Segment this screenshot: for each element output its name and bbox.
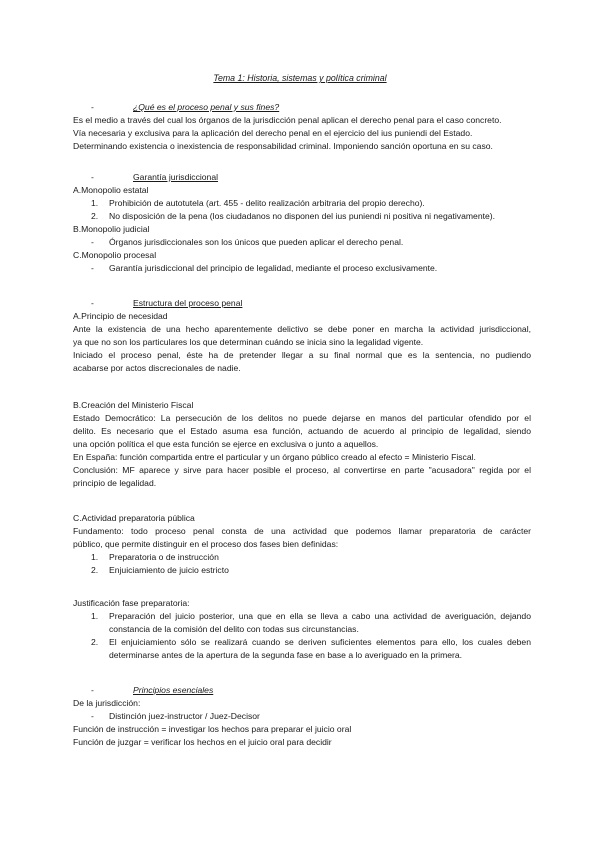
bullet-dash: -: [91, 685, 94, 695]
paragraph-line: Estado Democrático: La persecución de los delitos no puede dejarse en manos del particular ofendido por el: [73, 413, 531, 423]
numbered-item: [73, 564, 531, 577]
bullet-item: [73, 236, 531, 249]
section-heading: [73, 684, 531, 697]
item-text: Garantía jurisdiccional del principio de legalidad, mediante el proceso exclusivamente.: [109, 263, 438, 273]
numbered-item: [73, 636, 531, 649]
subheading: C.Monopolio procesal: [73, 250, 157, 260]
subheading: Justificación fase preparatoria:: [73, 598, 190, 608]
subheading: A.Principio de necesidad: [73, 311, 168, 321]
numbered-item: [73, 610, 531, 623]
section-estructura: [73, 297, 531, 375]
subsection-ministerio-fiscal: [73, 399, 531, 490]
paragraph-line: Fundamento: todo proceso penal consta de una actividad que podemos llamar preparatoria de carácter: [73, 526, 531, 536]
heading-text: ¿Qué es el proceso penal y sus fines?: [133, 102, 280, 112]
paragraph-line: Vía necesaria y exclusiva para la aplicación del derecho penal en el ejercicio del ius puniendi del Estado.: [73, 128, 473, 138]
paragraph-line: Función de instrucción = investigar los hechos para preparar el juicio oral: [73, 724, 352, 734]
item-number: 2.: [91, 565, 99, 575]
subsection-actividad-preparatoria: [73, 512, 531, 577]
section-heading: [73, 297, 531, 310]
item-number: 1.: [91, 198, 99, 208]
bullet-dash: -: [91, 237, 94, 247]
paragraph-line: principio de legalidad.: [73, 478, 157, 488]
numbered-item: [73, 210, 531, 223]
item-text: Prohibición de autotutela (art. 455 - delito realización arbitraria del propio derecho).: [109, 198, 425, 208]
paragraph-line: acabarse por actos discrecionales de nadie.: [73, 363, 241, 373]
bullet-dash: -: [91, 172, 94, 182]
subheading: C.Actividad preparatoria pública: [73, 513, 195, 523]
bullet-dash: -: [91, 102, 94, 112]
section-heading: [73, 101, 531, 114]
bullet-item: [73, 710, 531, 723]
paragraph-line: público, que permite distinguir en el proceso dos fases bien definidas:: [73, 539, 339, 549]
subheading: A.Monopolio estatal: [73, 185, 149, 195]
item-text: Preparación del juicio posterior, una que en ella se lleva a cabo una actividad de averiguación, dejando: [109, 611, 531, 621]
section-garantia-jurisdiccional: [73, 171, 531, 275]
bullet-item: [73, 262, 531, 275]
item-number: 1.: [91, 611, 99, 621]
paragraph-line: Determinando existencia o inexistencia de responsabilidad criminal. Imponiendo sanción oportuna en su caso.: [73, 141, 493, 151]
paragraph-line: Es el medio a través del cual los órganos de la jurisdicción penal aplican el derecho penal para el caso concreto.: [73, 115, 502, 125]
document-title: Tema 1: Historia, sistemas y política criminal: [213, 73, 387, 83]
bullet-dash: -: [91, 263, 94, 273]
bullet-dash: -: [91, 711, 94, 721]
paragraph-line: Ante la existencia de una hecho aparentemente delictivo se debe poner en marcha la actividad jurisdiccional,: [73, 324, 531, 334]
paragraph-line: delito. Es necesario que el Estado asuma esa función, actuando de acuerdo al principio de legalidad, siendo: [73, 426, 531, 436]
numbered-item: [73, 197, 531, 210]
subheading: B.Creación del Ministerio Fiscal: [73, 400, 194, 410]
section-heading: [73, 171, 531, 184]
subheading: B.Monopolio judicial: [73, 224, 150, 234]
heading-text: Principios esenciales: [133, 685, 214, 695]
paragraph-line: ya que no son los particulares los que determinan cuándo se inicia sino la legalidad vigente.: [73, 337, 424, 347]
item-text: Preparatoria o de instrucción: [109, 552, 219, 562]
item-text: Órganos jurisdiccionales son los únicos que pueden aplicar el derecho penal.: [109, 237, 404, 247]
paragraph-line: Conclusión: MF aparece y sirve para hacer posible el proceso, al convertirse en parte "acusadora" regida por el: [73, 465, 531, 475]
justificacion-block: [73, 597, 531, 662]
paragraph-line: De la jurisdicción:: [73, 698, 141, 708]
section-proceso-penal: [73, 101, 531, 153]
item-text: El enjuiciamiento sólo se realizará cuando se deriven suficientes elementos para ello, los cuales deben: [109, 637, 531, 647]
paragraph-line: En España: función compartida entre el particular y un órgano público creado al efecto = Ministerio Fiscal.: [73, 452, 476, 462]
item-text-continuation: constancia de la comisión del delito con todas sus circunstancias.: [109, 624, 359, 634]
item-text-continuation: determinarse antes de la apertura de la segunda fase en base a lo averiguado en la primera.: [109, 650, 463, 660]
paragraph-line: Iniciado el proceso penal, éste ha de pretender llegar a su final normal que es la sentencia, no pudiendo: [73, 350, 531, 360]
item-text: Enjuiciamiento de juicio estricto: [109, 565, 229, 575]
item-number: 1.: [91, 552, 99, 562]
item-text: Distinción juez-instructor / Juez-Decisor: [109, 711, 260, 721]
section-principios: [73, 684, 531, 749]
paragraph-line: Función de juzgar = verificar los hechos en el juicio oral para decidir: [73, 737, 332, 747]
item-number: 2.: [91, 211, 99, 221]
heading-text: Garantía jurisdiccional: [133, 172, 219, 182]
paragraph-line: una opción política el que esta función se ejerce en exclusiva o junto a aquellos.: [73, 439, 379, 449]
numbered-item: [73, 551, 531, 564]
item-text: No disposición de la pena (los ciudadanos no disponen del ius puniendi ni positiva ni negativamente).: [109, 211, 496, 221]
bullet-dash: -: [91, 298, 94, 308]
heading-text: Estructura del proceso penal: [133, 298, 243, 308]
item-number: 2.: [91, 637, 99, 647]
